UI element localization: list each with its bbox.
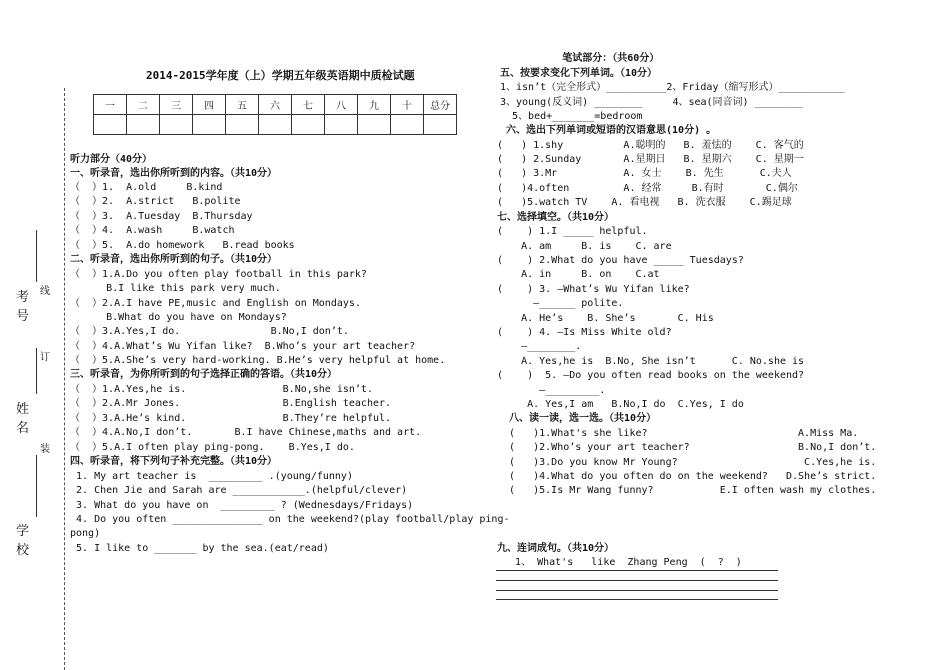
score-header-3: 三 — [160, 95, 193, 115]
score-header-total: 总分 — [424, 95, 457, 115]
score-header-1: 一 — [94, 95, 127, 115]
question-line: ( )4.What do you often do on the weekend? D.She’s strict. — [497, 471, 877, 482]
question-line: ( ) 1.I _____ helpful. — [497, 226, 648, 237]
margin-school-blank[interactable] — [36, 455, 37, 517]
question-line: A. Yes,he is B.No, She isn’t C. No.she is — [497, 356, 805, 367]
score-cell[interactable] — [424, 115, 457, 135]
question-line: （ ）3. A.Tuesday B.Thursday — [70, 211, 253, 222]
question-line: ( ) 3. —What’s Wu Yifan like? — [497, 284, 690, 295]
section-7-heading: 七、选择填空。（共10分） — [497, 212, 615, 223]
score-cell[interactable] — [94, 115, 127, 135]
question-line: 2. Chen Jie and Sarah are ____________.(helpful/clever) — [70, 485, 408, 496]
margin-school-label: 学校 — [16, 524, 30, 558]
section-8-heading: 八、读一读，选一选。（共10分） — [497, 413, 657, 424]
answer-line[interactable] — [496, 580, 778, 581]
answer-line[interactable] — [496, 590, 778, 591]
score-cell[interactable] — [391, 115, 424, 135]
score-header-10: 十 — [391, 95, 424, 115]
question-line: ( )1.What's she like? A.Miss Ma. — [497, 428, 859, 439]
score-cell[interactable] — [259, 115, 292, 135]
score-header-6: 六 — [259, 95, 292, 115]
question-line: （ ）4.A.What’s Wu Yifan like? B.Who’s your art teacher? — [70, 341, 416, 352]
question-line: （ ）4. A.wash B.watch — [70, 225, 235, 236]
score-cell[interactable] — [160, 115, 193, 135]
score-cell[interactable] — [226, 115, 259, 135]
section-6-heading: 六、选出下列单词或短语的汉语意思(10分) 。 — [500, 125, 717, 136]
question-line: 1、 What's like Zhang Peng ( ? ) — [497, 557, 742, 568]
question-line: ( ) 2.Sunday A.星期日 B. 星期六 C. 星期一 — [497, 154, 804, 165]
score-header-8: 八 — [325, 95, 358, 115]
question-line: B.What do you have on Mondays? — [70, 312, 287, 323]
question-line: ( ) 2.What do you have _____ Tuesdays? — [497, 255, 744, 266]
score-table — [93, 94, 457, 135]
question-line: （ ）4.A.No,I don’t. B.I have Chinese,maths and art. — [70, 427, 422, 438]
question-line: 3. What do you have on _________ ? (Wednesdays/Fridays) — [70, 500, 414, 511]
question-line: ( )2.Who’s your art teacher? B.No,I don’t. — [497, 442, 877, 453]
question-line: ( )5.watch TV A. 看电视 B. 洗衣服 C.踢足球 — [497, 197, 792, 208]
question-line: —______ polite. — [497, 298, 624, 309]
question-line: ( ) 1.shy A.聪明的 B. 羞怯的 C. 客气的 — [497, 140, 804, 151]
question-line: 3、young(反义词) ________ 4、sea(同音词) ________ — [500, 97, 803, 108]
score-header-2: 二 — [127, 95, 160, 115]
question-line: A. in B. on C.at — [497, 269, 660, 280]
margin-zhuang-char: 装 — [40, 444, 50, 455]
margin-ding-char: 订 — [40, 352, 50, 363]
question-line: B.I like this park very much. — [70, 283, 281, 294]
question-line: ( )3.Do you know Mr Young? C.Yes,he is. — [497, 457, 877, 468]
margin-number-label: 考号 — [16, 290, 30, 324]
question-line: 5、bed+_______=bedroom — [500, 111, 643, 122]
exam-title: 2014-2015学年度（上）学期五年级英语期中质检试题 — [146, 69, 415, 82]
question-line: （ ）2.A.Mr Jones. B.English teacher. — [70, 398, 392, 409]
score-header-5: 五 — [226, 95, 259, 115]
score-cell[interactable] — [325, 115, 358, 135]
question-line: ( ) 4. —Is Miss White old? — [497, 327, 672, 338]
question-line: （ ）3.A.He’s kind. B.They’re helpful. — [70, 413, 392, 424]
section-1-heading: 一、听录音，选出你所听到的内容。（共10分） — [70, 168, 278, 179]
question-line: —_________. — [497, 385, 606, 396]
score-cell[interactable] — [292, 115, 325, 135]
margin-line-char: 线 — [40, 286, 50, 297]
section-2-heading: 二、听录音，选出你所听到的句子。（共10分） — [70, 254, 278, 265]
question-line: ( )4.often A. 经常 B.有时 C.偶尔 — [497, 183, 798, 194]
question-line: （ ）2.A.I have PE,music and English on Mondays. — [70, 298, 361, 309]
margin-name-label: 姓名 — [16, 402, 30, 436]
margin-name-blank[interactable] — [36, 348, 37, 394]
question-line: （ ）1.A.Do you often play football in this park? — [70, 269, 367, 280]
score-header-7: 七 — [292, 95, 325, 115]
question-line: A. He’s B. She’s C. His — [497, 313, 714, 324]
question-line: 1、isn’t（完全形式）__________2、Friday（缩写形式）___________ — [500, 82, 845, 93]
question-line: （ ）5.A.I often play ping-pong. B.Yes,I do. — [70, 442, 355, 453]
section-3-heading: 三、听录音，为你所听到的句子选择正确的答语。（共10分） — [70, 369, 338, 380]
answer-line[interactable] — [496, 570, 778, 571]
answer-line[interactable] — [496, 599, 778, 600]
score-cell[interactable] — [358, 115, 391, 135]
question-line: —________. — [497, 341, 582, 352]
question-line: （ ）2. A.strict B.polite — [70, 196, 241, 207]
section-5-heading: 五、按要求变化下列单词。（10分） — [500, 68, 658, 79]
section-9-heading: 九、连词成句。（共10分） — [497, 543, 615, 554]
question-line: A. am B. is C. are — [497, 241, 672, 252]
question-line: （ ）1.A.Yes,he is. B.No,she isn’t. — [70, 384, 373, 395]
question-line: （ ）5. A.do homework B.read books — [70, 240, 295, 251]
written-part-heading: 笔试部分：（共60分） — [496, 53, 660, 64]
question-line: ( )5.Is Mr Wang funny? E.I often wash my clothes. — [497, 485, 877, 496]
score-cell[interactable] — [127, 115, 160, 135]
question-line: （ ）5.A.She’s very hard-working. B.He’s very helpful at home. — [70, 355, 446, 366]
margin-number-blank[interactable] — [36, 230, 37, 282]
question-line: A. Yes,I am B.No,I do C.Yes, I do — [497, 399, 744, 410]
question-line: ( ) 5. —Do you often read books on the weekend? — [497, 370, 805, 381]
binding-line — [64, 88, 65, 670]
question-line: ( ) 3.Mr A. 女士 B. 先生 C.夫人 — [497, 168, 792, 179]
question-line: pong) — [70, 528, 101, 539]
score-header-9: 九 — [358, 95, 391, 115]
question-line: 5. I like to _______ by the sea.(eat/read) — [70, 543, 329, 554]
score-header-4: 四 — [193, 95, 226, 115]
question-line: （ ）3.A.Yes,I do. B.No,I don’t. — [70, 326, 349, 337]
question-line: 1. My art teacher is _________ .(young/funny) — [70, 471, 353, 482]
section-4-heading: 四、听录音，将下列句子补充完整。（共10分） — [70, 456, 278, 467]
listening-part-heading: 听力部分（40分） — [70, 154, 153, 165]
question-line: （ ）1. A.old B.kind — [70, 182, 223, 193]
score-cell[interactable] — [193, 115, 226, 135]
question-line: 4. Do you often _______________ on the weekend?(play football/play ping- — [70, 514, 510, 525]
